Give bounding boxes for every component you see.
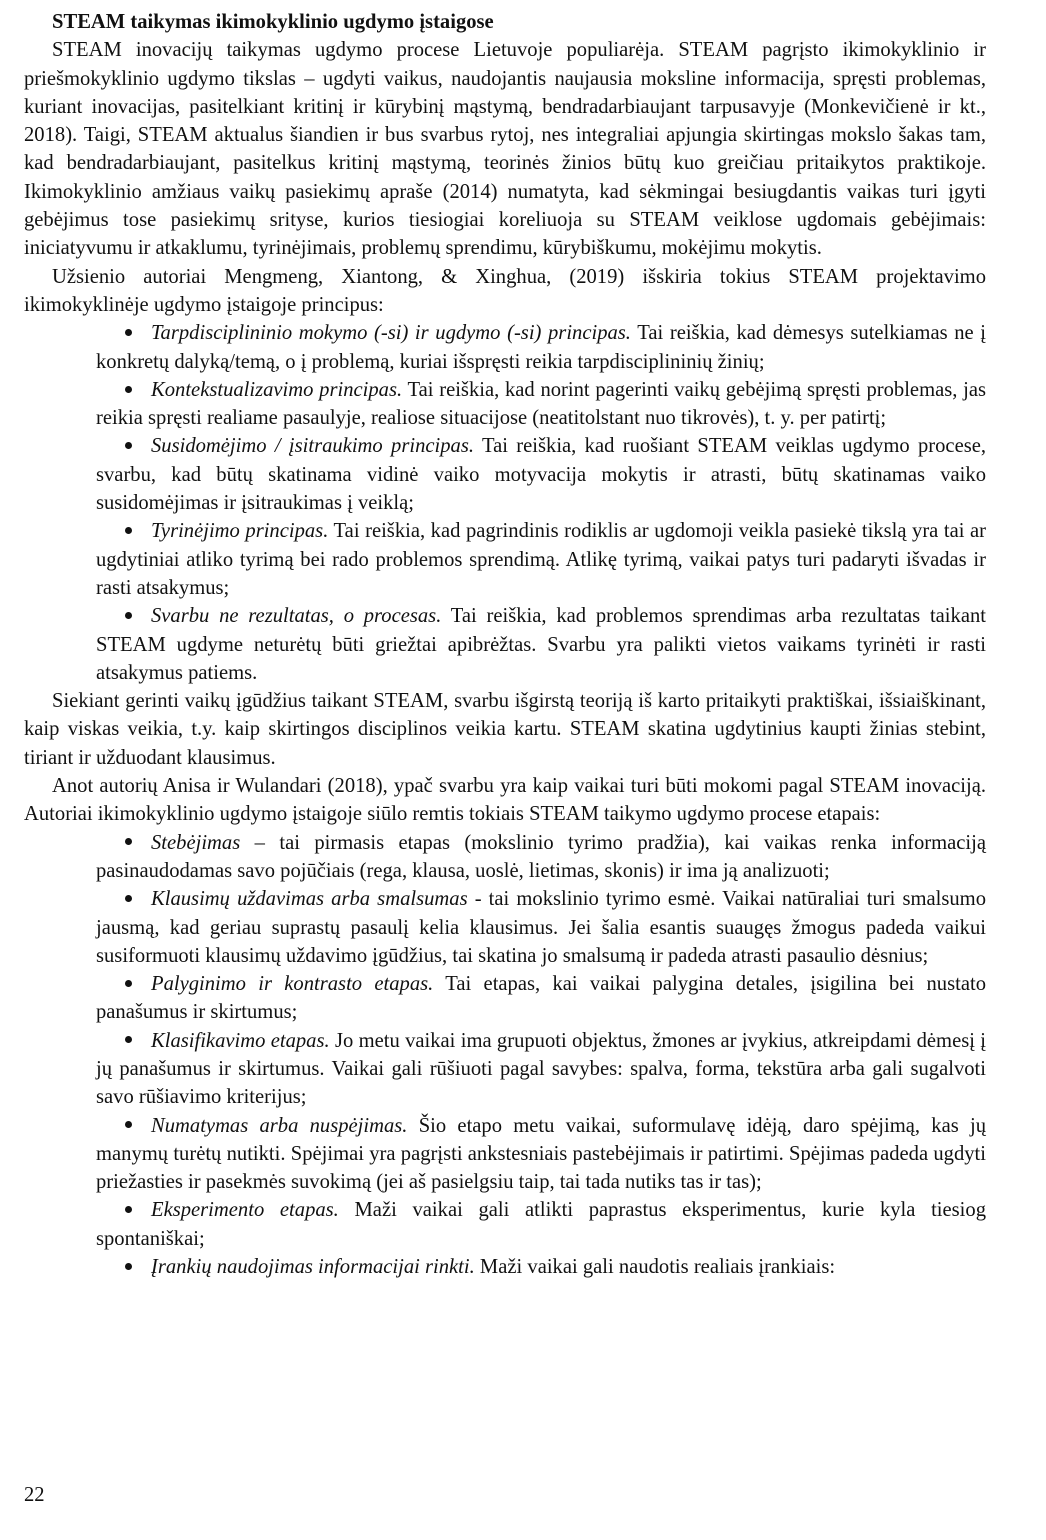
- list-item: [96, 1196, 986, 1253]
- bullet-icon: [125, 1206, 132, 1213]
- list-item-text: Tai reiškia, kad problemos sprendimas arba rezultatas taikant STEAM ugdyme neturėtų būti griežtai apibrėžtas. Svarbu yra palikti vietos vaikams tyrinėti ir rasti atsakymus patiems.: [96, 605, 986, 684]
- list-item-lead: Klausimų uždavimas arba smalsumas: [151, 888, 468, 911]
- list-item-text: Maži vaikai gali naudotis realiais įrankiais:: [474, 1256, 836, 1279]
- stages-intro-paragraph: Anot autorių Anisa ir Wulandari (2018), ypač svarbu yra kaip vaikai turi būti mokomi pagal STEAM inovaciją. Autoriai ikimokyklinio ugdymo įstaigoje siūlo remtis tokiais STEAM taikymo ugdymo procese etapais:: [24, 775, 986, 826]
- list-item-text: Tai reiškia, kad dėmesys sutelkiamas ne į konkretų dalyką/temą, o į problemą, kuriai išspręsti reikia tarpdisciplininių žinių;: [96, 322, 986, 373]
- list-item-lead: Palyginimo ir kontrasto etapas.: [151, 973, 434, 996]
- list-item-text: Tai reiškia, kad pagrindinis rodiklis ar ugdomoji veikla pasiekė tikslą yra tai ar ugdytiniai atliko tyrimą bei rado problemos sprendimą. Atlikę tyrimą, vaikai patys turi padaryti išvadas ir rasti atsakymus;: [96, 520, 987, 599]
- list-item-text: Jo metu vaikai ima grupuoti objektus, žmones ar įvykius, atkreipdami dėmesį į jų panašumus ir skirtumus. Vaikai gali rūšiuoti pagal savybes: spalva, forma, tekstūra arba gali sugalvoti savo rūšiavimo kriterijus;: [96, 1029, 986, 1109]
- list-item: [96, 432, 986, 517]
- list-item-lead: Numatymas arba nuspėjimas.: [151, 1114, 408, 1137]
- bullet-icon: [125, 442, 132, 449]
- bullet-icon: [125, 527, 132, 534]
- bullet-icon: [125, 980, 132, 987]
- bullet-icon: [125, 1121, 132, 1128]
- list-item-lead: Įrankių naudojimas informacijai rinkti.: [151, 1256, 475, 1279]
- principles-intro-paragraph: Užsienio autoriai Mengmeng, Xiantong, & Xinghua, (2019) išskiria tokius STEAM projektavimo ikimokyklinėje ugdymo įstaigoje principus:: [24, 265, 986, 316]
- list-item: [96, 319, 986, 376]
- list-item: [96, 885, 986, 970]
- list-item-lead: Tyrinėjimo principas.: [151, 520, 329, 543]
- bullet-icon: [125, 1036, 132, 1043]
- bullet-icon: [125, 612, 132, 619]
- list-item-text: Maži vaikai gali atlikti paprastus eksperimentus, kurie kyla tiesiog spontaniškai;: [96, 1199, 986, 1250]
- list-item: [96, 376, 986, 433]
- list-item-text: Tai reiškia, kad ruošiant STEAM veiklas ugdymo procese, svarbu, kad būtų skatinama vidinė vaiko motyvacija mokytis ir atrasti, būtų skatinamas vaiko susidomėjimas ir įsitraukimas į veiklą;: [96, 435, 987, 515]
- page-number: 22: [24, 1484, 45, 1506]
- section-title: STEAM taikymas ikimokyklinio ugdymo įstaigose: [52, 11, 494, 33]
- list-item: [96, 970, 986, 1027]
- list-item-lead: Susidomėjimo / įsitraukimo principas.: [151, 435, 475, 458]
- list-item-lead: Stebėjimas: [151, 831, 241, 854]
- list-item-text: - tai mokslinio tyrimo esmė. Vaikai natūraliai turi smalsumo jausmą, kad geriau suprastų pasaulį kelia klausimus. Jei šalia esantis suaugęs žmogus padeda vaikui susiformuoti klausimų uždavimo įgūdžius, tai skatina jo smalsumą ir padeda atrasti pasaulio dėsnius;: [96, 888, 986, 967]
- list-item-lead: Tarpdisciplininio mokymo (-si) ir ugdymo (-si) principas.: [151, 322, 631, 345]
- bullet-icon: [125, 838, 132, 845]
- list-item: [96, 1253, 986, 1281]
- list-item-text: Šio etapo metu vaikai, suformulavę idėją, daro spėjimą, kas jų manymų turėtų nutikti. Spėjimai yra pagrįsti ankstesniais pastebėjimais ir patirtimi. Spėjimas padeda ugdyti priežasties ir pasekmės suvokimą (jei aš pasielgsiu taip, tai tada nutiks tas ir tas);: [96, 1114, 986, 1194]
- bullet-icon: [125, 1263, 132, 1270]
- list-item-text: – tai pirmasis etapas (mokslinio tyrimo pradžia), kai vaikas renka informaciją pasinaudodamas savo pojūčiais (rega, klausa, uoslė, lietimas, skonis) ir ima ją analizuoti;: [96, 831, 986, 882]
- list-item-text: Tai reiškia, kad norint pagerinti vaikų gebėjimą spręsti problemas, jas reikia spręsti realiame pasaulyje, realiose situacijose (neatitolstant nuo tikrovės), t. y. per patirtį;: [96, 378, 986, 430]
- document-page: [24, 8, 986, 1281]
- principles-list: [24, 319, 986, 687]
- list-item: [96, 517, 986, 602]
- list-item: [96, 1027, 986, 1112]
- list-item: [96, 829, 986, 886]
- list-item-lead: Svarbu ne rezultatas, o procesas.: [151, 605, 442, 628]
- intro-paragraph: STEAM inovacijų taikymas ugdymo procese Lietuvoje populiarėja. STEAM pagrįsto ikimokyklinio ir priešmokyklinio ugdymo tikslas – ugdyti vaikus, naudojantis naujausia moksline informacija, spręsti problemas, kuriant inovacijas, pasitelkiant kritinį ir kūrybinį mąstymą, bendradarbiaujant tarpusavyje (Monkevičienė ir kt., 2018). Taigi, STEAM aktualus šiandien ir bus svarbus rytoj, nes integraliai apjungia skirtingas mokslo šakas tam, kad bendradarbiaujant, pasitelkus kritinį mąstymą, teorinės žinios būtų kuo greičiau pritaikytos praktikoje. Ikimokyklinio amžiaus vaikų pasiekimų apraše (2014) numatyta, kad sėkmingai besiugdantis vaikas turi įgyti gebėjimus tose pasiekimų srityse, kurios tiesiogiai koreliuoja su STEAM veiklose ugdomais gebėjimais: iniciatyvumu ir atkaklumu, tyrinėjimais, problemų sprendimu, kūrybiškumu, mokėjimu mokytis.: [24, 39, 986, 260]
- practice-paragraph: Siekiant gerinti vaikų įgūdžius taikant STEAM, svarbu išgirstą teoriją iš karto pritaikyti praktiškai, išsiaiškinant, kaip viskas veikia, t.y. kaip skirtingos disciplinos veikia kartu. STEAM skatina ugdytinius kaupti žinias stebint, tiriant ir užduodant klausimus.: [24, 690, 986, 769]
- list-item: [96, 602, 986, 687]
- bullet-icon: [125, 895, 132, 902]
- list-item-lead: Eksperimento etapas.: [151, 1199, 339, 1222]
- bullet-icon: [125, 386, 132, 393]
- bullet-icon: [125, 329, 132, 336]
- list-item: [96, 1112, 986, 1197]
- list-item-text: Tai etapas, kai vaikai palygina detales, įsigilina bei nustato panašumus ir skirtumus;: [96, 973, 986, 1024]
- list-item-lead: Klasifikavimo etapas.: [151, 1029, 330, 1052]
- list-item-lead: Kontekstualizavimo principas.: [151, 378, 403, 401]
- stages-list: [24, 829, 986, 1282]
